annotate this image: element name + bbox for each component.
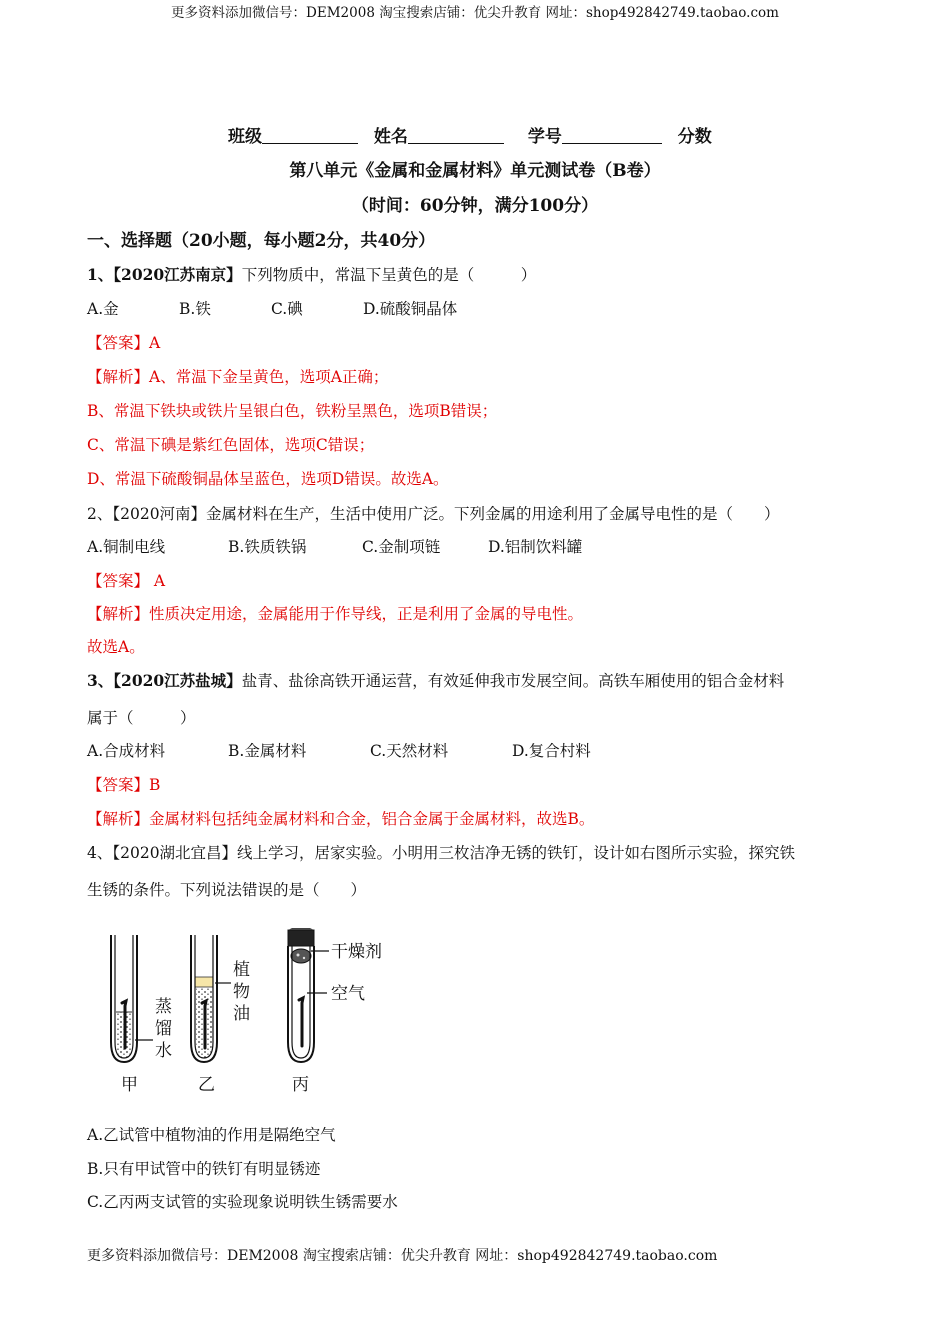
student-info-line <box>228 127 712 147</box>
label-oil-2: 物 <box>233 982 250 1002</box>
q2-options <box>87 537 582 557</box>
q2-analysis: 【解析】性质决定用途，金属能用于作导线，正是利用了金属的导电性。 <box>87 605 584 623</box>
q3-option-c: C.天然材料 <box>370 742 449 760</box>
q1-option-a: A.金 <box>87 300 119 318</box>
q1-option-b: B.铁 <box>179 300 211 318</box>
name-blank[interactable] <box>408 127 504 144</box>
q2-option-b: B.铁质铁锅 <box>228 538 307 556</box>
label-desiccant: 干燥剂 <box>331 942 382 962</box>
q1-analysis-4: D、常温下硫酸铜晶体呈蓝色，选项D错误。故选A。 <box>87 470 449 488</box>
question-3 <box>87 671 784 691</box>
q3-source: 【2020江苏盐城】 <box>113 671 242 690</box>
section-heading: 一、选择题（20小题，每小题2分，共40分） <box>87 231 436 251</box>
q2-option-c: C.金制项链 <box>362 538 441 556</box>
q3-number: 3、 <box>87 671 114 690</box>
q2-option-d: D.铝制饮料罐 <box>488 538 583 556</box>
q1-option-c: C.碘 <box>271 300 303 318</box>
question-4: 4、【2020湖北宜昌】线上学习，居家实验。小明用三枚洁净无锈的铁钉，设计如右图所示实验，探究铁 <box>87 844 796 862</box>
q3-option-a: A.合成材料 <box>87 742 166 760</box>
tube-jia <box>111 935 153 1062</box>
page-header: 更多资料添加微信号：DEM2008 淘宝搜索店铺：优尖升教育 网址：shop492842749.taobao.com <box>171 5 779 21</box>
q1-option-d: D.硫酸铜晶体 <box>363 300 458 318</box>
label-oil-3: 油 <box>233 1004 250 1024</box>
score-label: 分数 <box>677 127 712 147</box>
exam-subtitle: （时间：60分钟，满分100分） <box>351 196 599 216</box>
label-water-2: 馏 <box>155 1019 172 1039</box>
number-blank[interactable] <box>562 127 662 144</box>
class-blank[interactable] <box>262 127 358 144</box>
label-air: 空气 <box>331 984 365 1004</box>
tube-yi <box>191 935 231 1062</box>
q3-option-b: B.金属材料 <box>228 742 307 760</box>
name-label: 姓名 <box>373 127 408 147</box>
q2-conclusion: 故选A。 <box>87 638 145 656</box>
q1-analysis-2: B、常温下铁块或铁片呈银白色，铁粉呈黑色，选项B错误； <box>87 402 498 420</box>
page-footer: 更多资料添加微信号：DEM2008 淘宝搜索店铺：优尖升教育 网址：shop492842749.taobao.com <box>87 1248 718 1264</box>
label-water-3: 水 <box>155 1041 172 1061</box>
q1-answer: 【答案】A <box>87 334 161 352</box>
class-label: 班级 <box>228 127 262 147</box>
q2-option-a: A.铜制电线 <box>87 538 166 556</box>
q4-option-a: A.乙试管中植物油的作用是隔绝空气 <box>87 1126 336 1144</box>
q3-stem-2: 属于（ ） <box>87 709 196 727</box>
q2-answer: 【答案】 A <box>87 572 166 590</box>
q3-analysis: 【解析】金属材料包括纯金属材料和合金，铝合金属于金属材料，故选B。 <box>87 810 595 828</box>
q1-stem: 下列物质中，常温下呈黄色的是（ ） <box>241 266 537 284</box>
number-label: 学号 <box>527 127 562 147</box>
q4-option-b: B.只有甲试管中的铁钉有明显锈迹 <box>87 1160 321 1178</box>
label-tube-yi: 乙 <box>198 1075 215 1095</box>
label-water-1: 蒸 <box>155 997 172 1017</box>
q3-stem-1: 盐青、盐徐高铁开通运营，有效延伸我市发展空间。高铁车厢使用的铝合金材料 <box>241 672 785 690</box>
q1-analysis-3: C、常温下碘是紫红色固体，选项C错误； <box>87 436 375 454</box>
q1-options <box>87 299 457 319</box>
exam-title: 第八单元《金属和金属材料》单元测试卷（B卷） <box>289 161 661 181</box>
rust-experiment-figure <box>95 920 405 1100</box>
tube-bing <box>288 928 329 1062</box>
q4-option-c: C.乙丙两支试管的实验现象说明铁生锈需要水 <box>87 1193 398 1211</box>
label-oil-1: 植 <box>233 960 250 980</box>
q4-stem-2: 生锈的条件。下列说法错误的是（ ） <box>87 881 367 899</box>
label-tube-jia: 甲 <box>121 1075 138 1095</box>
q1-analysis-1: 【解析】A、常温下金呈黄色，选项A正确； <box>87 368 389 386</box>
question-1 <box>87 265 536 285</box>
q3-options <box>87 741 591 761</box>
q3-option-d: D.复合村料 <box>512 742 591 760</box>
q1-source: 【2020江苏南京】 <box>113 265 242 284</box>
q1-number: 1、 <box>87 265 114 284</box>
label-tube-bing: 丙 <box>292 1075 309 1095</box>
question-2: 2、【2020河南】金属材料在生产，生活中使用广泛。下列金属的用途利用了金属导电性的是（ ） <box>87 505 780 523</box>
q3-answer: 【答案】B <box>87 776 161 794</box>
